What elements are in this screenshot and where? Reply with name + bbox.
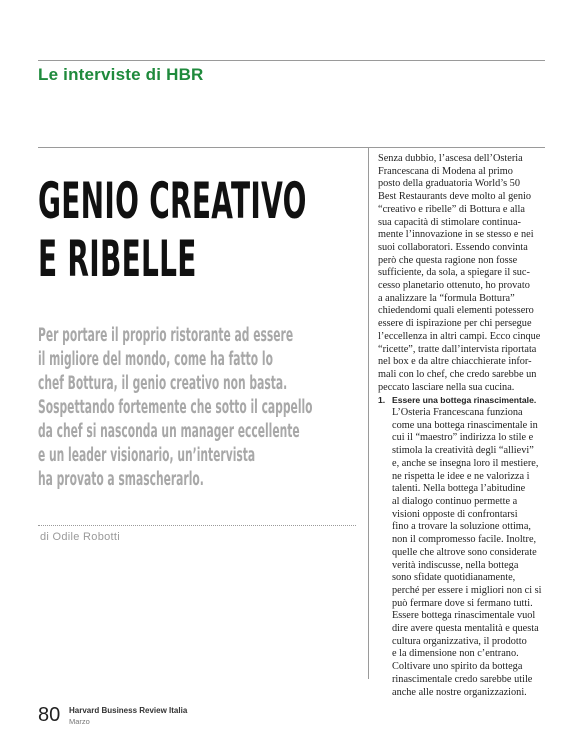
body-line: peccato lasciare nella sua cucina.: [378, 381, 515, 393]
list-item-number: 1.: [378, 395, 386, 406]
body-line: mente l’innovazione in se stesso e nei: [378, 229, 534, 241]
body-line: suoi collaboratori. Essendo convinta: [378, 241, 528, 253]
body-line: può fermare dove si fermano tutti.: [392, 597, 533, 609]
body-line: posto della graduatoria World’s 50: [378, 178, 520, 190]
standfirst-line: da chef si nasconda un manager eccellente: [38, 421, 300, 442]
standfirst-line: Sospettando fortemente che sotto il cappello: [38, 397, 313, 418]
body-line: “creativo e ribelle” di Bottura e alla: [378, 203, 525, 215]
body-line: Senza dubbio, l’ascesa dell’Osteria: [378, 153, 523, 164]
body-line: al dialogo continuo permette a: [392, 495, 518, 507]
body-line: cui il “maestro” indirizza lo stile e: [392, 432, 534, 444]
body-line: talenti. Nella bottega l’abitudine: [392, 483, 526, 495]
standfirst-line: il migliore del mondo, come ha fatto lo: [38, 349, 273, 370]
body-line: nel box e da altre chiacchierate infor-: [378, 356, 532, 368]
list-item-body: [378, 407, 548, 699]
body-line: Francescana di Modena al primo: [378, 165, 513, 177]
body-line: quelle che altrove sono considerate: [392, 546, 537, 558]
body-line: come una bottega rinascimentale in: [392, 419, 538, 431]
header-rule: [38, 147, 545, 148]
body-line: e, anche se insegna loro il mestiere,: [392, 457, 539, 469]
list-item-1: [378, 394, 548, 699]
body-line: a analizzare la “formula Bottura”: [378, 292, 515, 304]
body-line: L’Osteria Francescana funziona: [392, 407, 523, 419]
body-line: non il compromesso facile. Inoltre,: [392, 534, 537, 546]
body-line: mali con lo chef, che credo sarebbe un: [378, 368, 537, 380]
body-line: visioni opposte di confrontarsi: [392, 508, 518, 520]
standfirst: [38, 324, 311, 492]
issue-month: Marzo: [69, 717, 90, 726]
title-line: E RIBELLE: [38, 230, 197, 288]
body-line: Essere bottega rinascimentale vuol: [392, 610, 536, 622]
body-line: essere di ispirazione per chi persegue: [378, 318, 532, 330]
intro-paragraph: [378, 153, 548, 394]
page-number: 80: [38, 704, 61, 726]
body-line: sua capacità di stimolare continua-: [378, 216, 521, 228]
standfirst-line: chef Bottura, il genio creativo non basta.: [38, 373, 288, 394]
standfirst-line: e un leader visionario, un’intervista: [38, 445, 256, 466]
article-title: [38, 172, 307, 288]
body-line: stimola la creatività degli “allievi”: [392, 445, 534, 457]
body-line: perché per essere i migliori non ci si: [392, 584, 542, 596]
body-line: ne rispetta le idee e ne valorizza i: [392, 470, 530, 482]
body-line: cesso planetario ottenuto, ho provato: [378, 280, 530, 292]
body-line: anche alle nostre organizzazioni.: [392, 686, 527, 698]
body-line: cultura organizzativa, il prodotto: [392, 635, 527, 647]
body-line: però che questa ragione non fosse: [378, 254, 518, 266]
body-column: [378, 153, 548, 699]
byline-rule: [38, 525, 356, 526]
byline: di Odile Robotti: [40, 531, 121, 543]
standfirst-line: Per portare il proprio ristorante ad essere: [38, 325, 294, 346]
body-line: l’eccellenza in altri campi. Ecco cinque: [378, 330, 541, 342]
body-line: verità indiscusse, nella bottega: [392, 559, 519, 571]
top-rule: [38, 60, 545, 61]
title-line: GENIO CREATIVO: [38, 172, 307, 230]
publication-name: Harvard Business Review Italia: [69, 706, 188, 715]
body-line: Coltivare uno spirito da bottega: [392, 661, 523, 673]
body-line: e la dimensione non c’entrano.: [392, 648, 519, 660]
body-line: chiedendomi quali elementi potessero: [378, 305, 534, 317]
body-line: “ricette”, tratte dall’intervista riportata: [378, 343, 537, 355]
list-item-heading-text: Essere una bottega rinascimentale.: [392, 395, 537, 406]
section-label: Le interviste di HBR: [38, 65, 204, 84]
body-line: sono sfidate quotidianamente,: [392, 572, 516, 584]
body-line: dire avere questa mentalità e questa: [392, 623, 539, 635]
list-item-heading: [378, 394, 548, 407]
body-line: fino a trovare la soluzione ottima,: [392, 521, 531, 533]
column-divider: [368, 147, 369, 679]
body-line: Best Restaurants deve molto al genio: [378, 191, 531, 203]
standfirst-line: ha provato a smascherarlo.: [38, 469, 204, 490]
body-line: rinascimentale credo sarebbe utile: [392, 673, 533, 685]
body-line: sufficiente, da sola, a spiegare il suc-: [378, 267, 530, 279]
